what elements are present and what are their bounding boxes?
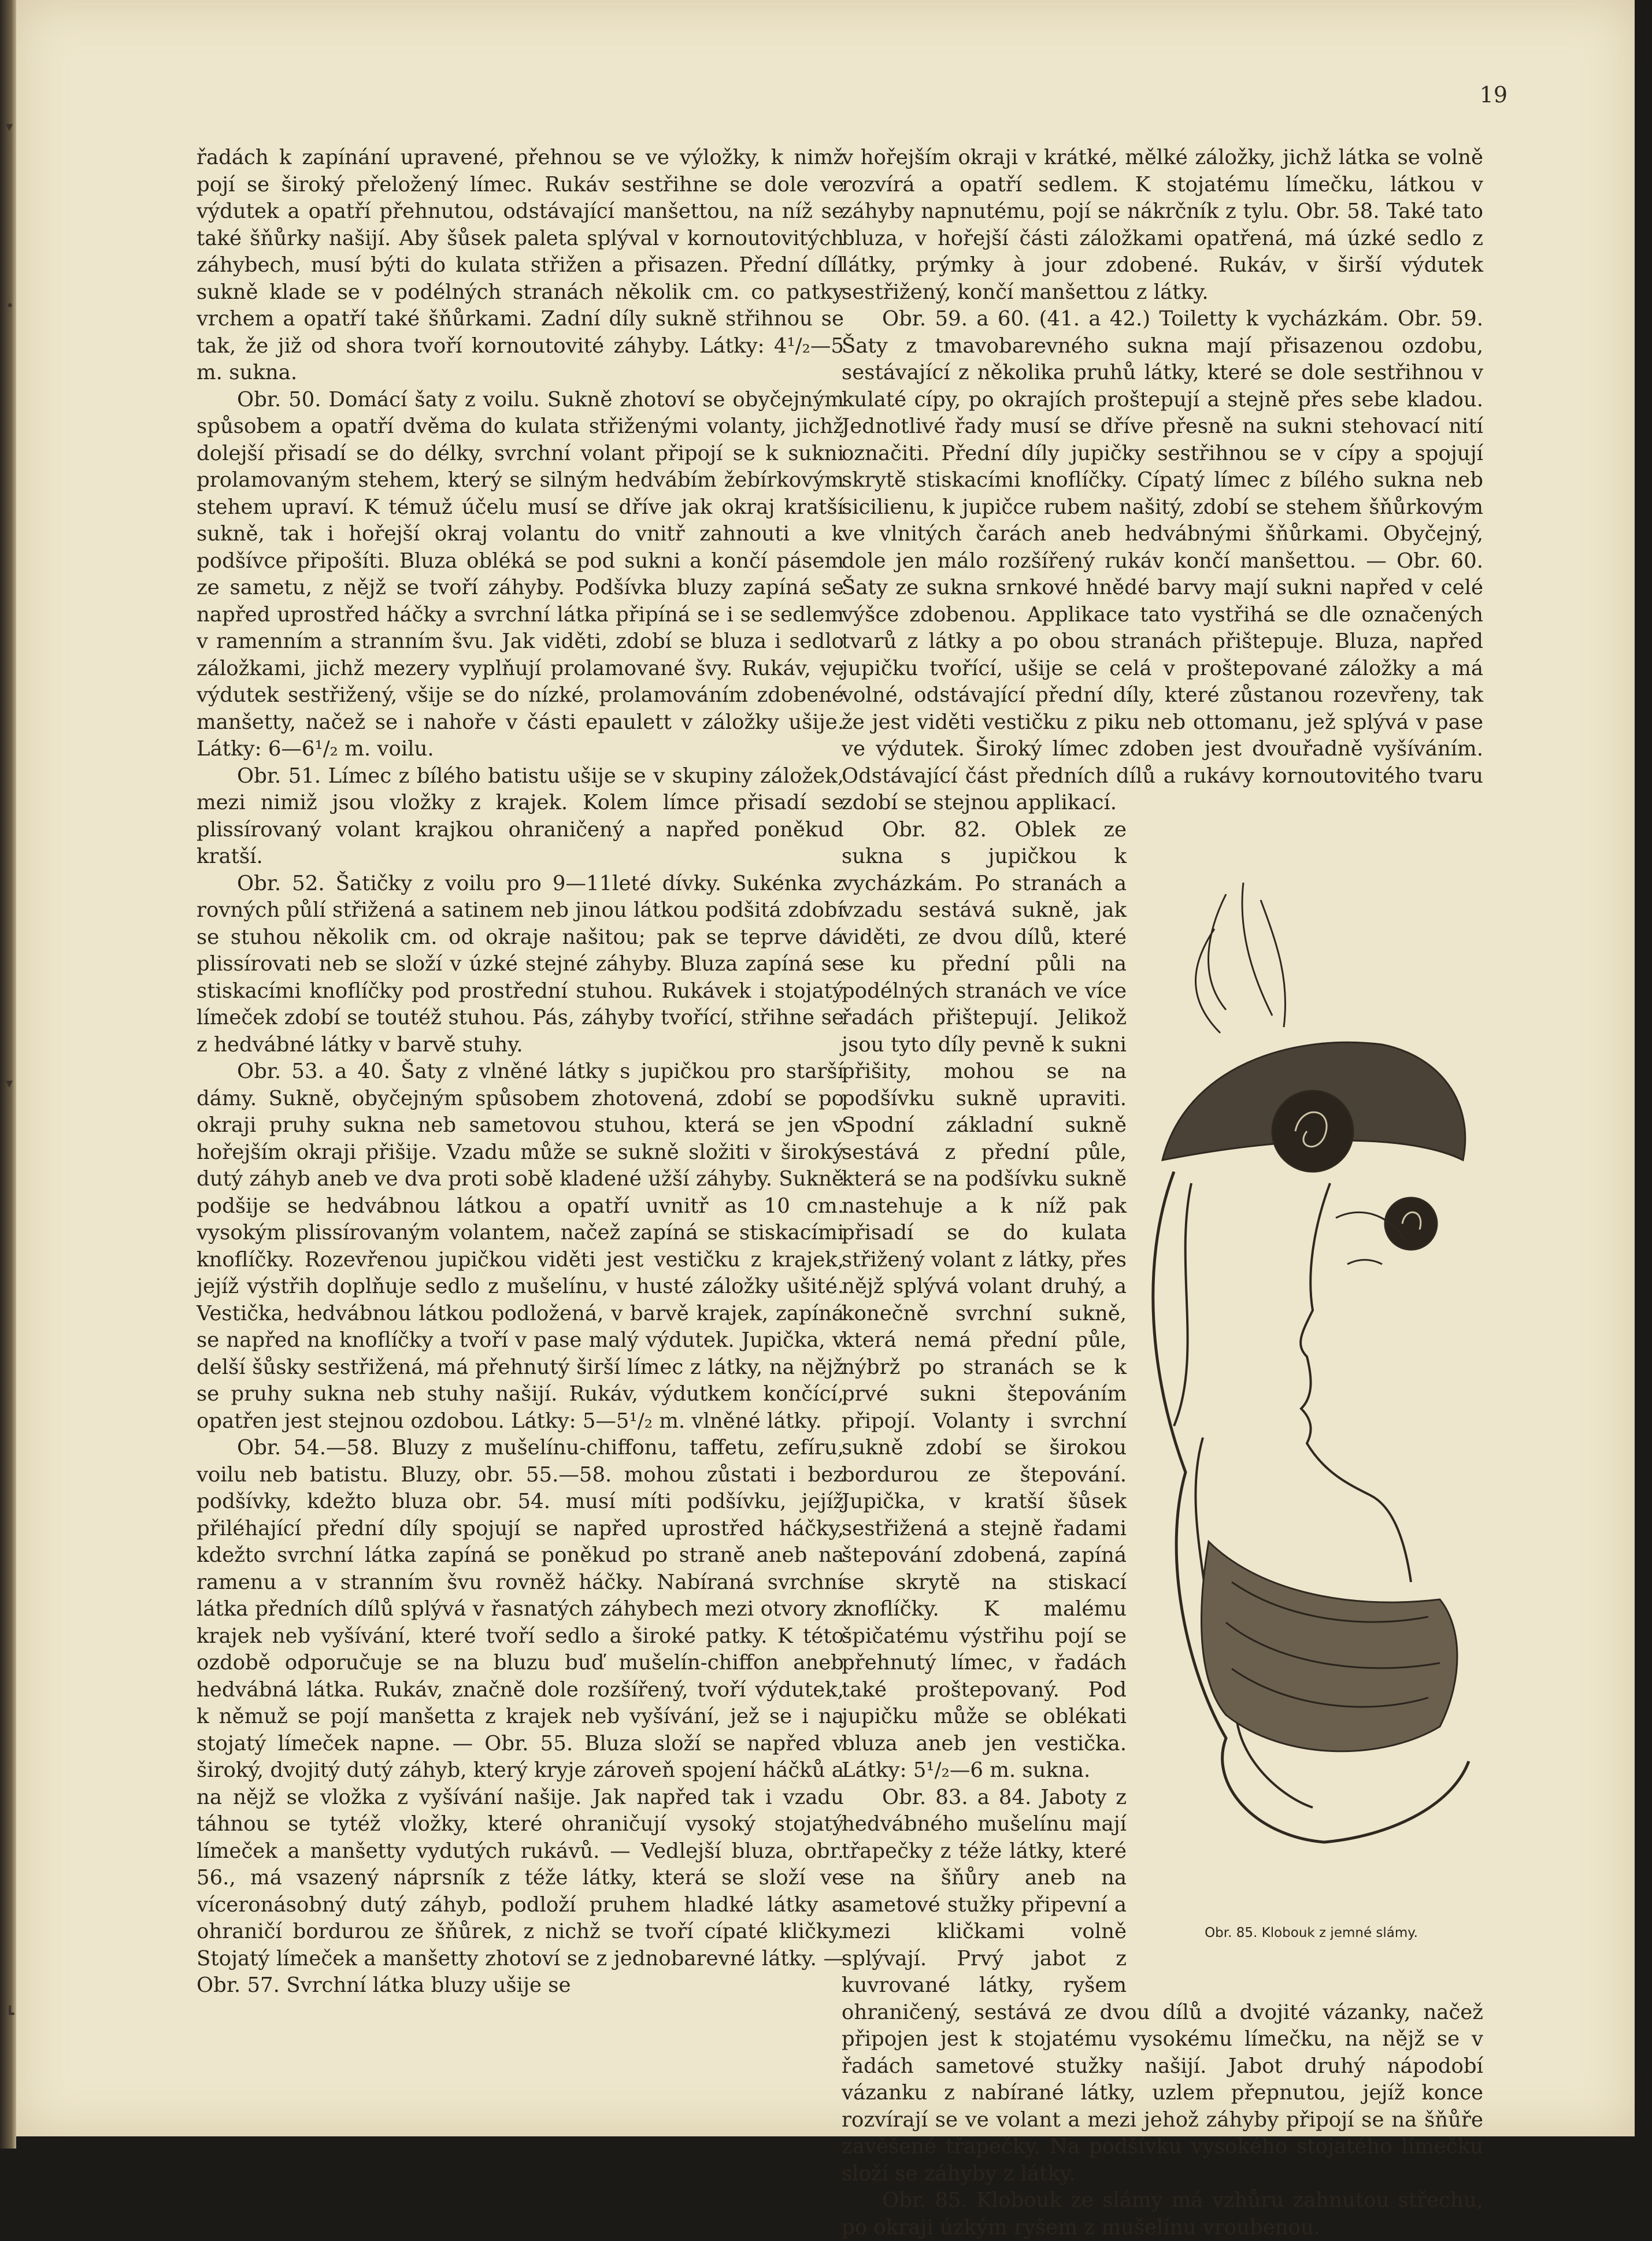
paragraph: Obr. 59. a 60. (41. a 42.) Toiletty k vycházkám. Obr. 59. Šaty z tmavobarevného sukna mají přisazenou ozdobu, sestávající z několika pruhů látky, které se dole sestřihnou v kulaté cípy, po okrajích proštepují a stejně přes sebe kladou. Jednotlivé řady musí se dříve přesně na sukni stehovací nití označiti. Přední díly jupičky sestřihnou se v cípy a spojují skrytě stiskacími knoflíčky. Cípatý límec z bílého sukna neb sicilienu, k jupičce rubem našitý, zdobí se stehem šňůrkovým ve vlnitých čarách aneb hedvábnými šňůrkami. Obyčejný, dole jen málo rozšířený rukáv končí manšettou. — Obr. 60. Šaty ze sukna srnkové hnědé barvy mají sukni napřed v celé výšce zdobenou. Applikace tato vystřihá se dle označených tvarů z látky a po obou stranách přištepuje. Bluza, napřed jupičku tvořící, ušije se celá v proštepované záložky a má volné, odstávající přední díly, které zůstanou rozevřeny, tak že jest viděti vestičku z piku neb ottomanu, jež splývá v pase ve výdutek. Široký límec zdoben jest dvouřadně vyšíváním. Odstávající část předních dílů a rukávy kornoutovitého tvaru zdobí se stejnou applikací. [842,307,1483,814]
paragraph: Obr. 82. Oblek ze sukna s jupičkou k vycházkám. Po stranách a vzadu sestává sukně, jak viděti, ze dvou dílů, které se ku přední půli na podélných stranách ve více řadách přištepují. Jelikož jsou tyto díly pevně k sukni přišity, mohou se na podšívku sukně upraviti. Spodní základní sukně sestává z přední půle, která se na podšívku sukně nastehuje a k níž pak přisadí se do kulata střižený volant z látky, přes nějž splývá volant druhý, a konečně svrchní sukně, která nemá přední půle, nýbrž po stranách se k prvé sukni štepováním připojí. Volanty i svrchní sukně zdobí se širokou bordurou ze štepování. Jupička, v kratší šůsek sestřižená a stejně řadami štepování zdobená, zapíná se skrytě na stiskací knoflíčky. K malému špičatému výstřihu pojí se přehnutý límec, v řadách také proštepovaný. Pod jupičku může se oblékati bluza aneb jen vestička. Látky: 5¹/₂—6 m. sukna. [842,817,1127,1782]
page-number: 19 [1479,82,1507,108]
paragraph: Obr. 50. Domácí šaty z voilu. Sukně zhotoví se obyčejným spůsobem a opatří dvěma do kulata střiženými volanty, jichž dolejší přisadí se do délky, svrchní volant připojí se k sukni prolamovaným stehem, který se silným hedvábím žebírkovým stehem upraví. K témuž účelu musí se dříve jak okraj kratší sukně, tak i hořejší okraj volantu do vnitř zahnouti a k podšívce připošíti. Bluza obléká se pod sukni a končí pásem ze sametu, z nějž se tvoří záhyby. Podšívka bluzy zapíná se napřed uprostřed háčky a svrchní látka připíná se i se sedlem v ramenním a stranním švu. Jak viděti, zdobí se bluza i sedlo záložkami, jichž mezery vyplňují prolamované švy. Rukáv, ve výdutek sestřižený, všije se do nízké, prolamováním zdobené manšetty, načež se i nahoře v části epaulett v záložky ušije. Látky: 6—6¹/₂ m. voilu. [197,387,844,761]
left-text-column [197,145,844,1999]
binding-mark: ┗ [6,2006,14,2022]
right-text-column [842,145,1483,2241]
paragraph: řadách k zapínání upravené, přehnou se ve výložky, k nimž pojí se široký přeložený límec. Rukáv sestřihne se dole ve výdutek a opatří přehnutou, odstávající manšettou, na níž se také šňůrky našijí. Aby šůsek paleta splýval v kornoutovitých záhybech, musí býti do kulata střižen a přisazen. Přední díl sukně klade se v podélných stranách několik cm. co patky vrchem a opatří také šňůrkami. Zadní díly sukně střihnou se tak, že již od shora tvoří kornoutovité záhyby. Látky: 4¹/₂—5 m. sukna. [197,146,844,384]
binding-mark: • [6,298,14,314]
paragraph: Obr. 52. Šatičky z voilu pro 9—11leté dívky. Sukénka z rovných půlí střižená a satinem neb jinou látkou podšitá zdobí se stuhou několik cm. od okraje našitou; pak se teprve dá plissírovati neb se složí v úzké stejné záhyby. Bluza zapíná se stiskacími knoflíčky pod prostřední stuhou. Rukávek i stojatý límeček zdobí se toutéž stuhou. Pás, záhyby tvořící, střihne se z hedvábné látky v barvě stuhy. [197,871,844,1057]
hat-engraving-icon [1139,860,1483,1912]
scan-binding-edge [0,0,16,2149]
binding-mark: ▾ [6,118,13,135]
binding-mark: ▾ [6,1075,13,1091]
paragraph: Obr. 83. a 84. Jaboty z hedvábného mušelínu mají třapečky z téže látky, které se na šňůry aneb na sametové stužky připevní a mezi kličkami volně splývají. Prvý jabot z kuvrované látky, ryšem ohraničený, sestává ze dvou dílů a dvojité vázanky, načež připojen jest k stojatému vysokému límečku, na nějž se v řadách sametové stužky našijí. Jabot druhý nápodobí vázanku z nabírané látky, uzlem přepnutou, jejíž konce rozvírají se ve volant a mezi jehož záhyby připojí se na šňůře zavěšené třapečky. Na podšívku vysokého stojatého límečku složí se záhyby z látky. [842,1785,1483,2186]
figure-caption: Obr. 85. Klobouk z jemné slámy. [1205,1925,1418,1940]
paragraph: Obr. 85. Klobouk ze slámy má vzhůru zahnutou střechu, po okraji úzkým ryšem z mušelínu vroubenou. [842,2188,1483,2239]
hat-figure [1139,825,1483,1975]
paragraph: Obr. 53. a 40. Šaty z vlněné látky s jupičkou pro starší dámy. Sukně, obyčejným spůsobem zhotovená, zdobí se po okraji pruhy sukna neb sametovou stuhou, která se jen v hořejším okraji přišije. Vzadu může se sukně složiti v široký dutý záhyb aneb ve dva proti sobě kladené užší záhyby. Sukně podšije se hedvábnou látkou a opatří uvnitř as 10 cm. vysokým plissírovaným volantem, načež zapíná se stiskacími knoflíčky. Rozevřenou jupičkou viděti jest vestičku z krajek, jejíž výstřih doplňuje sedlo z mušelínu, v husté záložky ušité. Vestička, hedvábnou látkou podložená, v barvě krajek, zapíná se napřed na knoflíčky a tvoří v pase malý výdutek. Jupička, v delší šůsky sestřižená, má přehnutý širší límec z látky, na nějž se pruhy sukna neb stuhy našijí. Rukáv, výdutkem končící, opatřen jest stejnou ozdobou. Látky: 5—5¹/₂ m. vlněné látky. [197,1060,844,1433]
document-page [16,0,1635,2239]
paragraph: Obr. 54.—58. Bluzy z mušelínu-chiffonu, taffetu, zefíru, voilu neb batistu. Bluzy, obr. 55.—58. mohou zůstati i bez podšívky, kdežto bluza obr. 54. musí míti podšívku, jejíž přiléhající přední díly spojují se napřed uprostřed háčky, kdežto svrchní látka zapíná se poněkud po straně aneb na ramenu a v stranním švu rovněž háčky. Nabíraná svrchní látka předních dílů splývá v řasnatých záhybech mezi otvory z krajek neb vyšívání, které tvoří sedlo a široké patky. K této ozdobě odporučuje se na bluzu buď mušelín-chiffon aneb hedvábná látka. Rukáv, značně dole rozšířený, tvoří výdutek, k němuž se pojí manšetta z krajek neb vyšívání, jež se i na stojatý límeček napne. — Obr. 55. Bluza složí se napřed v široký, dvojitý dutý záhyb, který kryje zároveň spojení háčků a na nějž se vložka z vyšívání našije. Jak napřed tak i vzadu táhnou se tytéž vložky, které ohraničují vysoký stojatý límeček a manšetty vydutých rukávů. — Vedlejší bluza, obr. 56., má vsazený náprsník z téže látky, která se složí ve víceronásobný dutý záhyb, podloží pruhem hladké látky a ohraničí bordurou ze šňůrek, z nichž se tvoří cípaté kličky. Stojatý límeček a manšetty zhotoví se z jednobarevné látky. — Obr. 57. Svrchní látka bluzy ušije se [197,1436,844,1997]
paragraph: Obr. 51. Límec z bílého batistu ušije se v skupiny záložek, mezi nimiž jsou vložky z krajek. Kolem límce přisadí se plissírovaný volant krajkou ohraničený a napřed poněkud kratší. [197,764,844,868]
paragraph: v hořejším okraji v krátké, mělké záložky, jichž látka se volně rozvírá a opatří sedlem. K stojatému límečku, látkou v záhyby napnutému, pojí se nákrčník z tylu. Obr. 58. Také tato bluza, v hořejší části záložkami opatřená, má úzké sedlo z látky, prýmky à jour zdobené. Rukáv, v širší výdutek sestřižený, končí manšettou z látky. [842,146,1483,304]
